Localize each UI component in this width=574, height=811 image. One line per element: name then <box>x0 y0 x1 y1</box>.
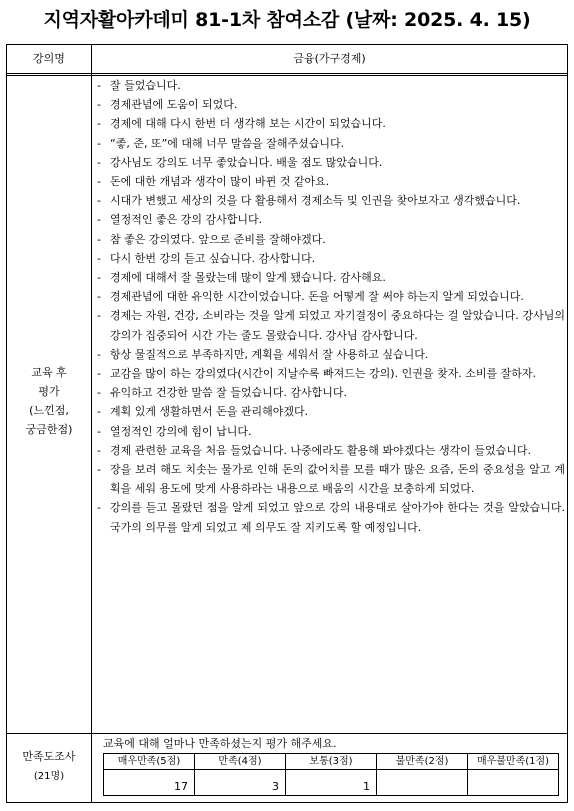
evaluation-label-line: 평가 <box>38 385 60 398</box>
comment-item: - 계획 있게 생활하면서 돈을 관리해야겠다. <box>95 402 565 421</box>
comment-list <box>95 76 565 537</box>
satisfaction-label-text: 만족도조사 <box>22 750 76 763</box>
header-divider <box>7 73 567 74</box>
satisfaction-value-cell: 3 <box>195 770 286 796</box>
satisfaction-value-cell: 17 <box>104 770 195 796</box>
comment-item: - 돈에 대한 개념과 생각이 많이 바뀐 것 같아요. <box>95 172 565 191</box>
satisfaction-column-header: 만족(4점) <box>195 754 286 770</box>
comment-item: - 항상 물질적으로 부족하지만, 계획을 세워서 잘 사용하고 싶습니다. <box>95 345 565 364</box>
comment-item: - 경제관념에 대한 유익한 시간이었습니다. 돈을 어떻게 잘 써야 하는지 알게 되었습니다. <box>95 287 565 306</box>
comment-item: - 강의를 듣고 몰랐던 점을 알게 되었고 앞으로 강의 내용대로 살아가야 한다는 것을 알았습니다. 국가의 의무를 알게 되었고 제 의무도 잘 지키도록 할 예정입니다. <box>95 498 565 536</box>
comment-item: - 다시 한번 강의 듣고 싶습니다. 감사합니다. <box>95 249 565 268</box>
comment-item: - 유익하고 건강한 말씀 잘 들었습니다. 감사합니다. <box>95 383 565 402</box>
evaluation-label-line: 교육 후 <box>31 366 67 379</box>
satisfaction-column-header: 매우만족(5점) <box>104 754 195 770</box>
satisfaction-column-header: 매우불만족(1점) <box>468 754 559 770</box>
evaluation-label-line: (느낀점, <box>29 404 69 417</box>
comment-item: - 교감을 많이 하는 강의였다(시간이 지날수록 빠져드는 강의). 인권을 찾자. 소비를 잘하자. <box>95 364 565 383</box>
satisfaction-label <box>7 747 91 787</box>
satisfaction-header-row <box>104 754 559 770</box>
comment-item: - 강사님도 강의도 너무 좋았습니다. 배울 점도 많았습니다. <box>95 153 565 172</box>
satisfaction-value-cell <box>468 770 559 796</box>
comment-item: - 경제는 자원, 건강, 소비라는 것을 알게 되었고 자기결정이 중요하다는 걸 알았습니다. 강사님의 강의가 집중되어 시간 가는 줄도 몰랐습니다. 강사님 감사합니다. <box>95 306 565 344</box>
header-lecture-label: 강의명 <box>33 52 65 65</box>
satisfaction-value-cell <box>377 770 468 796</box>
evaluation-label <box>7 363 91 439</box>
satisfaction-question: 교육에 대해 얼마나 만족하셨는지 평가 해주세요. <box>103 737 337 750</box>
comment-item: - 열정적인 강의에 힘이 납니다. <box>95 422 565 441</box>
respondent-count: (21명) <box>33 771 65 782</box>
comment-item: - 열정적인 좋은 강의 감사합니다. <box>95 210 565 229</box>
comment-item: - 시대가 변했고 세상의 것을 다 활용해서 경제소득 및 인권을 찾아보자고 생각했습니다. <box>95 191 565 210</box>
survey-table <box>6 44 568 803</box>
comment-item: - 장을 보려 해도 치솟는 물가로 인해 돈의 값어치를 모를 때가 많은 요즘, 돈의 중요성을 알고 계획을 세워 용도에 맞게 사용하라는 내용으로 배움의 시간을 보충하게 되었다. <box>95 460 565 498</box>
evaluation-label-line: 궁금한점) <box>25 423 73 436</box>
satisfaction-column-header: 보통(3점) <box>286 754 377 770</box>
comment-item: - 참 좋은 강의였다. 앞으로 준비를 잘해야겠다. <box>95 230 565 249</box>
comment-item: - 경제에 대해 다시 한번 더 생각해 보는 시간이 되었습니다. <box>95 114 565 133</box>
satisfaction-value-row <box>104 770 559 796</box>
column-divider <box>91 45 92 802</box>
comment-item: - 경제관념에 도움이 되었다. <box>95 95 565 114</box>
satisfaction-table <box>103 753 559 796</box>
comment-item: - 잘 들었습니다. <box>95 76 565 95</box>
comment-item: - “좋, 준, 또”에 대해 너무 말씀을 잘해주셨습니다. <box>95 134 565 153</box>
page-title: 지역자활아카데미 81-1차 참여소감 (날짜: 2025. 4. 15) <box>43 9 531 31</box>
satisfaction-column-header: 불만족(2점) <box>377 754 468 770</box>
comment-item: - 경제에 대해서 잘 몰랐는데 많이 알게 됐습니다. 감사해요. <box>95 268 565 287</box>
section-divider <box>7 733 567 734</box>
comment-item: - 경제 관련한 교육을 처음 들었습니다. 나중에라도 활용해 봐야겠다는 생각이 들었습니다. <box>95 441 565 460</box>
satisfaction-value-cell: 1 <box>286 770 377 796</box>
header-lecture-name: 금융(가구경제) <box>293 52 366 65</box>
